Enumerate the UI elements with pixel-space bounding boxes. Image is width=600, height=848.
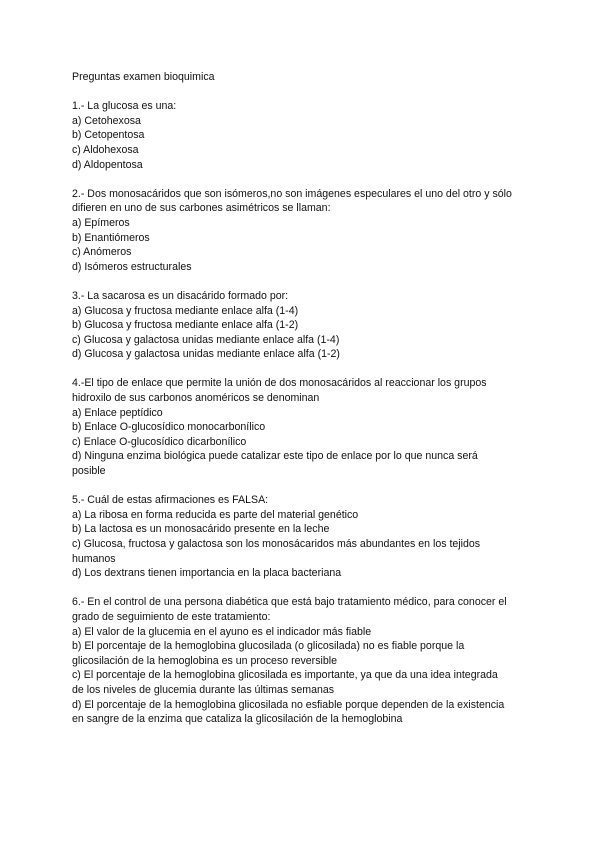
answer-option-a: a) El valor de la glucemia en el ayuno es el indicador más fiable: [72, 625, 372, 638]
question-stem: 1.- La glucosa es una:: [72, 100, 177, 113]
answer-option-d: d) Ninguna enzima biológica puede catalizar este tipo de enlace por lo que nunca será posible: [72, 450, 478, 478]
answer-option-d: d) Aldopentosa: [72, 158, 143, 171]
answer-option-a: a) Cetohexosa: [72, 114, 141, 127]
question-3: [72, 289, 512, 362]
answer-option-a: a) La ribosa en forma reducida es parte del material genético: [72, 508, 359, 521]
answer-option-b: b) Enantiómeros: [72, 231, 150, 244]
question-5: [72, 493, 512, 581]
answer-option-b: b) Cetopentosa: [72, 129, 145, 142]
question-stem: 5.- Cuál de estas afirmaciones es FALSA:: [72, 494, 269, 507]
question-stem: 4.-El tipo de enlace que permite la unión de dos monosacáridos al reaccionar los grupos hidroxilo de sus carbonos anoméricos se denominan: [72, 377, 487, 405]
document-content: [72, 70, 512, 741]
answer-option-b: b) Enlace O-glucosídico monocarbonílico: [72, 421, 266, 434]
answer-option-c: c) El porcentaje de la hemoglobina glicosilada es importante, ya que da una idea integrada de los niveles de glucemia durante las últimas semanas: [72, 669, 498, 696]
question-stem: 6.- En el control de una persona diabética que está bajo tratamiento médico, para conocer el grado de seguimiento de este tratamiento:: [72, 596, 507, 623]
answer-option-a: a) Epímeros: [72, 216, 130, 229]
answer-option-b: b) El porcentaje de la hemoglobina glucosilada (o glicosilada) no es fiable porque la glicosilación de la hemoglobina es un proceso reversible: [72, 640, 465, 667]
question-6: [72, 595, 512, 726]
document-title: Preguntas examen bioquimica: [72, 71, 215, 83]
answer-option-d: d) Glucosa y galactosa unidas mediante enlace alfa (1-2): [72, 348, 340, 361]
question-2: [72, 187, 512, 275]
question-stem: 2.- Dos monosacáridos que son isómeros,no son imágenes especulares el uno del otro y sólo difieren en uno de sus carbones asimétricos se llaman:: [72, 187, 512, 215]
question-stem: 3.- La sacarosa es un disacárido formado por:: [72, 289, 289, 302]
answer-option-b: b) Glucosa y fructosa mediante enlace alfa (1-2): [72, 319, 299, 332]
answer-option-a: a) Enlace peptídico: [72, 406, 163, 419]
answer-option-c: c) Glucosa y galactosa unidas mediante enlace alfa (1-4): [72, 333, 340, 346]
answer-option-d: d) Los dextrans tienen importancia en la placa bacteriana: [72, 567, 342, 580]
answer-option-d: d) Isómeros estructurales: [72, 260, 192, 273]
answer-option-d: d) El porcentaje de la hemoglobina glicosilada no esfiable porque dependen de la existencia en sangre de la enzima que cataliza la glicosilación de la hemoglobina: [72, 698, 505, 726]
answer-option-c: c) Enlace O-glucosídico dicarbonílico: [72, 435, 247, 448]
answer-option-c: c) Anómeros: [72, 246, 132, 259]
answer-option-c: c) Aldohexosa: [72, 143, 139, 156]
answer-option-b: b) La lactosa es un monosacárido presente en la leche: [72, 523, 330, 536]
question-1: [72, 99, 512, 172]
answer-option-c: c) Glucosa, fructosa y galactosa son los monosácaridos más abundantes en los tejidos humanos: [72, 538, 481, 565]
question-4: [72, 376, 512, 478]
answer-option-a: a) Glucosa y fructosa mediante enlace alfa (1-4): [72, 304, 299, 317]
